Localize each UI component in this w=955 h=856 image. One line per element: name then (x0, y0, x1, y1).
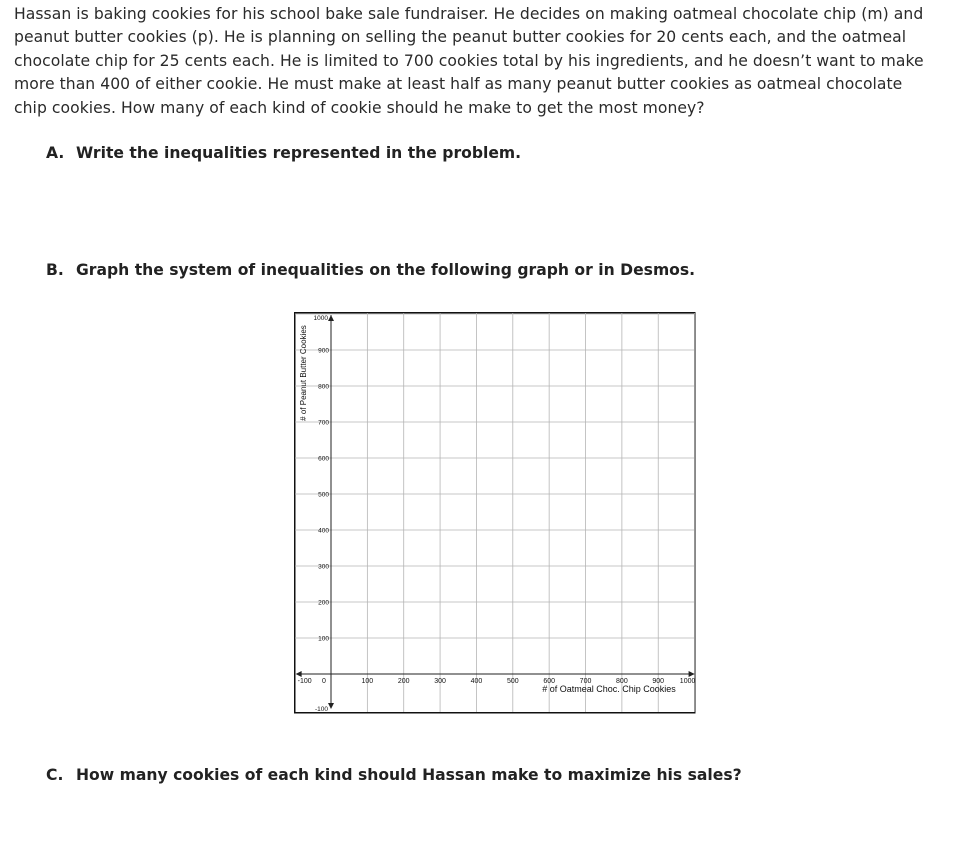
question-b (46, 261, 695, 279)
x-tick-label: 200 (397, 678, 410, 685)
y-tick-label: 800 (318, 383, 329, 391)
x-tick-label: 0 (322, 678, 326, 685)
y-tick-label: 600 (318, 455, 329, 463)
y-axis-title: # of Peanut Butter Cookies (299, 325, 308, 421)
question-a (46, 144, 521, 162)
question-c (46, 766, 742, 784)
question-a-label: A. (46, 144, 65, 162)
x-tick-label: 400 (470, 678, 483, 685)
coordinate-graph[interactable] (294, 312, 696, 714)
y-tick-label: 300 (318, 563, 329, 571)
y-tick-label: 700 (318, 419, 329, 427)
x-tick-label: 100 (361, 678, 374, 685)
problem-statement: Hassan is baking cookies for his school bake sale fundraiser. He decides on making oatmeal chocolate chip (m) and peanut butter cookies (p). He is planning on selling the peanut butter cookies for 20 cents each, and the oatmeal chocolate chip for 25 cents each. He is limited to 700 cookies total by his ingredients, and he doesn’t want to make more than 400 of either cookie. He must make at least half as many peanut butter cookies as oatmeal chocolate chip cookies. How many of each kind of cookie should he make to get the most money? (14, 5, 924, 117)
y-tick-label: 200 (318, 599, 329, 607)
question-c-text: How many cookies of each kind should Hassan make to maximize his sales? (76, 766, 742, 784)
question-c-label: C. (46, 766, 64, 784)
x-tick-label: 1000 (679, 678, 696, 685)
x-axis-title: # of Oatmeal Choc. Chip Cookies (542, 684, 676, 694)
x-tick-label: 900 (652, 678, 665, 685)
question-b-text: Graph the system of inequalities on the following graph or in Desmos. (76, 261, 696, 279)
x-tick-label: -100 (297, 678, 312, 685)
y-tick-label: 1000 (313, 315, 328, 322)
x-tick-label: 700 (579, 678, 592, 685)
y-tick-label: -100 (314, 706, 328, 713)
question-b-label: B. (46, 261, 64, 279)
y-tick-label: 500 (318, 491, 329, 499)
y-tick-label: 100 (318, 635, 329, 643)
x-tick-label: 800 (616, 678, 628, 685)
question-a-text: Write the inequalities represented in the problem. (76, 144, 522, 162)
x-tick-label: 600 (543, 678, 556, 685)
x-tick-label: 300 (434, 678, 446, 685)
x-tick-label: 500 (506, 678, 519, 685)
y-tick-label: 400 (318, 527, 329, 535)
graph-border (295, 313, 695, 713)
y-tick-label: 900 (318, 347, 329, 355)
